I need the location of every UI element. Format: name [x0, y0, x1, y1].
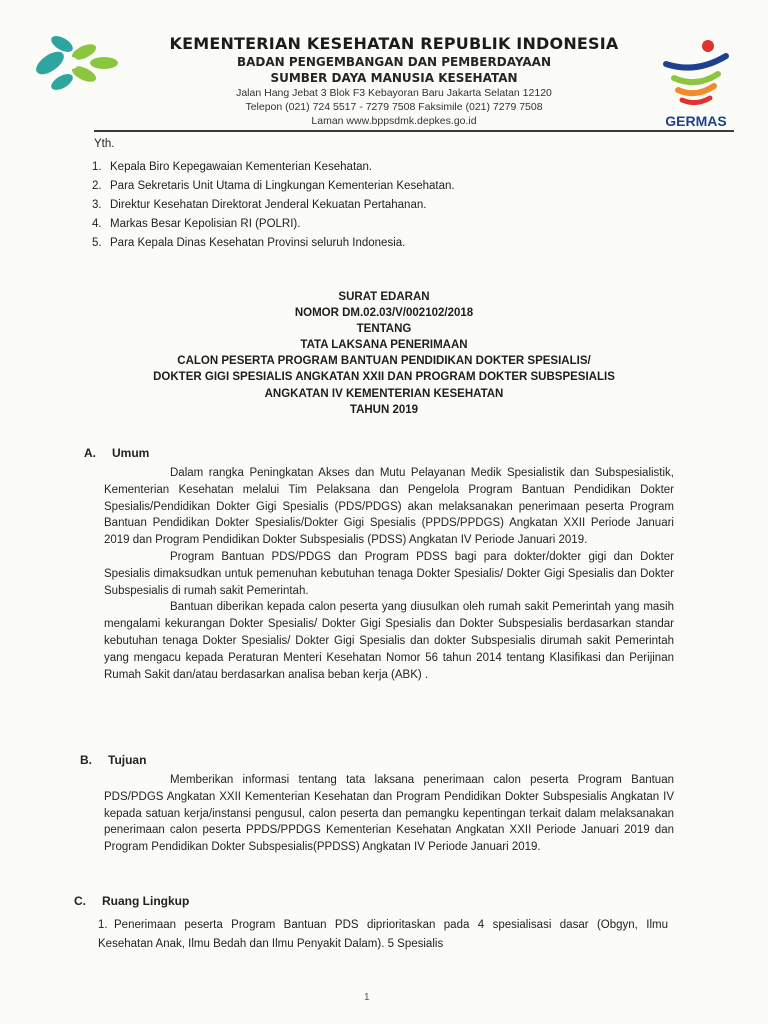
title-line: DOKTER GIGI SPESIALIS ANGKATAN XXII DAN PROGRAM DOKTER SUBSPESIALIS — [153, 371, 615, 384]
page-number: 1 — [364, 992, 370, 1003]
paragraph: Memberikan informasi tentang tata laksana penerimaan calon peserta Program Bantuan PDS/PDGS Angkatan XXII Kementerian Kesehatan dan Program Pendidikan Dokter Subspesialis Angkatan IV kepada satuan kerja/instansi pengusul, calon peserta dan pemangku kepentingan terkait dalam melaksanakan penerimaan calon peserta PPDS/PPDGS Kementerian Kesehatan Angkatan XXII Periode Januari 2019 dan Program Pendidikan Dokter Subspesialis(PPDSS) Angkatan IV Periode Januari 2019. — [104, 774, 674, 854]
website: Laman www.bppsdmk.depkes.go.id — [311, 115, 477, 127]
address: Jalan Hang Jebat 3 Blok F3 Kebayoran Baru Jakarta Selatan 12120 — [236, 87, 552, 99]
list-item: 3. Direktur Kesehatan Direktorat Jenderal Kekuatan Pertahanan. — [92, 199, 427, 211]
title-year: TAHUN 2019 — [349, 403, 419, 416]
section-a-heading: A. Umum — [84, 446, 150, 460]
section-a-body — [104, 465, 674, 683]
phone: Telepon (021) 724 5517 - 7279 7508 Faksimile (021) 7279 7508 — [245, 101, 543, 113]
list-item: 4. Markas Besar Kepolisian RI (POLRI). — [92, 218, 301, 230]
paragraph: Program Bantuan PDS/PDGS dan Program PDSS bagi para dokter/dokter gigi dan Dokter Spesialis dimaksudkan untuk pemenuhan kebutuhan tenaga Dokter Spesialis/ Dokter Gigi Spesialis dan Dokter Subspesialis di rumah sakit Pemerintah. — [104, 550, 674, 597]
salutation: Yth. — [94, 138, 115, 150]
agency-line-2: SUMBER DAYA MANUSIA KESEHATAN — [270, 71, 518, 85]
title-line: ANGKATAN IV KEMENTERIAN KESEHATAN — [264, 387, 504, 400]
kemenkes-logo-icon — [28, 30, 132, 96]
paragraph: Bantuan diberikan kepada calon peserta yang diusulkan oleh rumah sakit Pemerintah yang masih mengalami kekurangan Dokter Spesialis/ Dokter Gigi Spesialis dan Dokter Subspesialis berdasarkan standar kebutuhan tenaga Dokter Spesialis/ Dokter Gigi Spesialis dan dokter Subspesialis dirumah sakit Pemerintah yang mengacu kepada Peraturan Menteri Kesehatan Nomor 56 tahun 2014 tentang Klasifikasi dan Perijinan Rumah Sakit dan/atau berdasarkan analisa beban kerja (ABK) . — [104, 601, 674, 681]
section-c-list — [98, 916, 668, 954]
section-c-heading: C. Ruang Lingkup — [74, 894, 190, 908]
list-item: 5. Para Kepala Dinas Kesehatan Provinsi seluruh Indonesia. — [92, 237, 406, 249]
section-b-body — [104, 772, 674, 856]
letterhead-divider — [94, 130, 734, 132]
list-item: 2. Para Sekretaris Unit Utama di Lingkungan Kementerian Kesehatan. — [92, 180, 455, 192]
section-b-heading: B. Tujuan — [80, 753, 147, 767]
recipient-list — [92, 158, 652, 253]
title-line: TATA LAKSANA PENERIMAAN — [300, 339, 468, 352]
title-line: TENTANG — [356, 323, 412, 336]
title-line: SURAT EDARAN — [338, 291, 430, 303]
title-line: CALON PESERTA PROGRAM BANTUAN PENDIDIKAN DOKTER SPESIALIS/ — [177, 355, 591, 368]
paragraph: Dalam rangka Peningkatan Akses dan Mutu Pelayanan Medik Spesialistik dan Subspesialistik, Kementerian Kesehatan melalui Tim Pelaksana dan Pengelola Program Bantuan Pendidikan Dokter Spesialis/Pendidikan Dokter Gigi Spesialis (PDS/PDGS) akan melaksanakan penerimaan peserta Program Bantuan Pendidikan Dokter Spesialis/Dokter Gigi Spesialis (PPDS/PPDGS) Angkatan XXII Periode Januari 2019 dan Program Pendidikan Dokter Subspesialis (PDSS) Angkatan IV Periode Januari 2019. — [104, 467, 674, 547]
title-number: NOMOR DM.02.03/V/002102/2018 — [294, 307, 474, 320]
letterhead — [138, 34, 650, 128]
germas-label: GERMAS — [665, 113, 727, 129]
germas-logo-icon — [656, 38, 736, 130]
ministry-name: KEMENTERIAN KESEHATAN REPUBLIK INDONESIA — [169, 34, 619, 53]
list-item: 1. Penerimaan peserta Program Bantuan PDS diprioritaskan pada 4 spesialisasi dasar (Obgyn, Ilmu Kesehatan Anak, Ilmu Bedah dan Ilmu Penyakit Dalam). 5 Spesialis — [98, 919, 668, 950]
list-item: 1. Kepala Biro Kepegawaian Kementerian Kesehatan. — [92, 161, 373, 173]
document-title — [94, 289, 674, 418]
agency-line-1: BADAN PENGEMBANGAN DAN PEMBERDAYAAN — [236, 55, 551, 69]
